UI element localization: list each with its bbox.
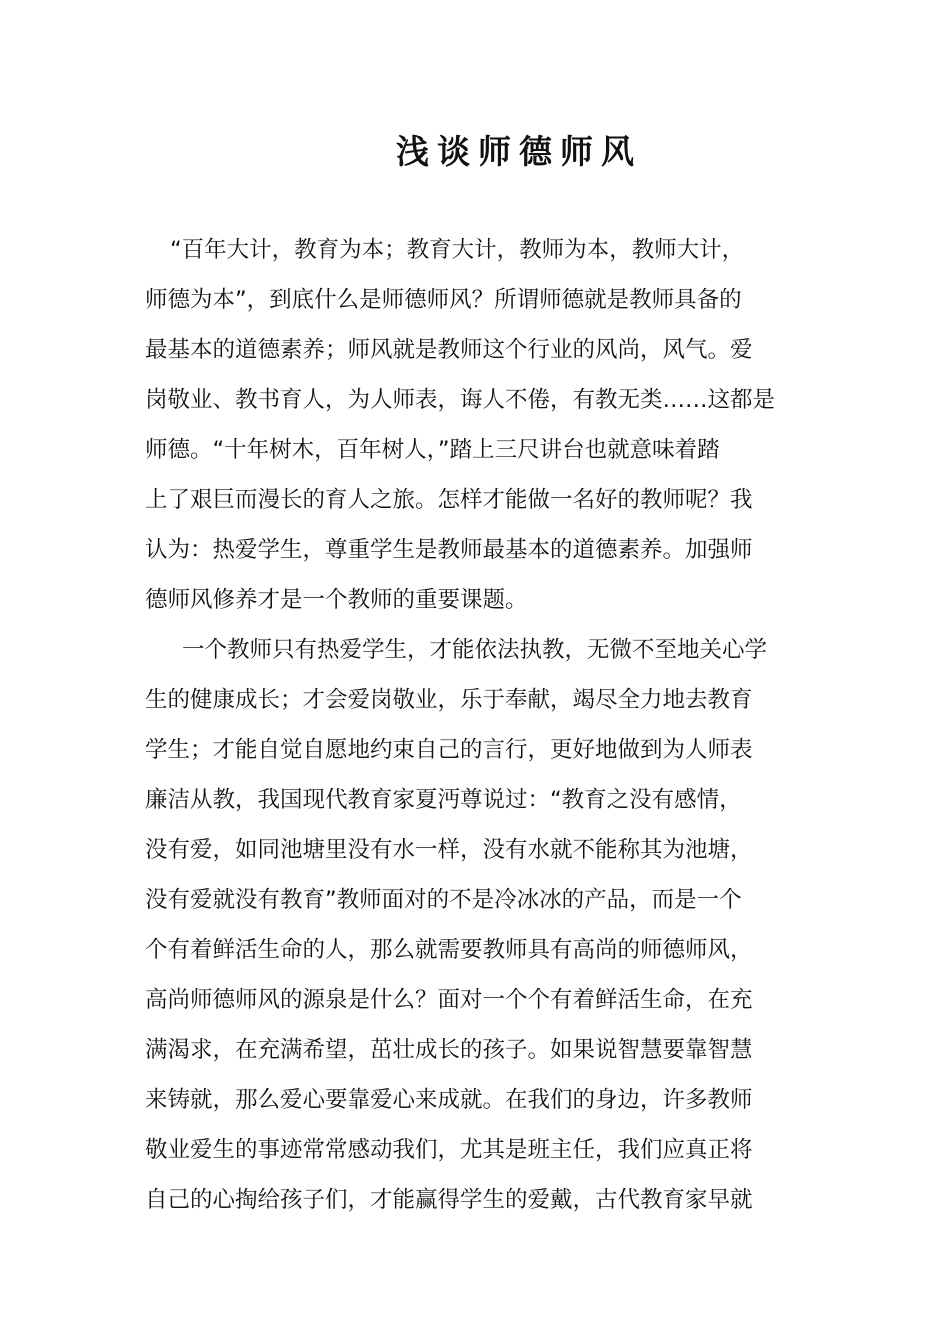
text-line: 敬业爱生的事迹常常感动我们，尤其是班主任，我们应真正将 <box>145 1137 753 1163</box>
text-line: 师德为本”，到底什么是师德师风？所谓师德就是教师具备的 <box>145 287 742 313</box>
text-line: 岗敬业、教书育人，为人师表，诲人不倦，有教无类……这都是 <box>145 387 776 413</box>
text-line: 师德。“十年树木，百年树人，”踏上三尺讲台也就意味着踏 <box>145 437 720 463</box>
text-line: 廉洁从教，我国现代教育家夏沔尊说过：“教育之没有感情， <box>145 787 742 813</box>
text-line: 生的健康成长；才会爱岗敬业，乐于奉献，竭尽全力地去教育 <box>145 687 753 713</box>
text-line: 认为：热爱学生，尊重学生是教师最基本的道德素养。加强师 <box>145 537 753 563</box>
text-line: 高尚师德师风的源泉是什么？面对一个个有着鲜活生命，在充 <box>145 987 753 1013</box>
text-line: 满渴求，在充满希望，茁壮成长的孩子。如果说智慧要靠智慧 <box>145 1037 753 1063</box>
text-line: 没有爱，如同池塘里没有水一样，没有水就不能称其为池塘， <box>145 837 753 863</box>
text-line: 没有爱就没有教育”教师面对的不是冷冰冰的产品，而是一个 <box>145 887 742 913</box>
text-line: 自己的心掏给孩子们，才能赢得学生的爱戴，古代教育家早就 <box>145 1187 753 1213</box>
text-line: 个有着鲜活生命的人，那么就需要教师具有高尚的师德师风， <box>145 937 753 963</box>
text-line: 学生；才能自觉自愿地约束自己的言行，更好地做到为人师表 <box>145 737 753 763</box>
document-title: 浅谈师德师风 <box>396 132 642 171</box>
text-line: 德师风修养才是一个教师的重要课题。 <box>145 587 528 613</box>
text-line: 来铸就，那么爱心要靠爱心来成就。在我们的身边，许多教师 <box>145 1087 753 1113</box>
text-line: 一个教师只有热爱学生，才能依法执教，无微不至地关心学 <box>182 637 768 663</box>
text-line: 最基本的道德素养；师风就是教师这个行业的风尚，风气。爱 <box>145 337 753 363</box>
text-line: 上了艰巨而漫长的育人之旅。怎样才能做一名好的教师呢？我 <box>145 487 753 513</box>
text-line: “百年大计，教育为本；教育大计，教师为本，教师大计， <box>170 237 745 263</box>
